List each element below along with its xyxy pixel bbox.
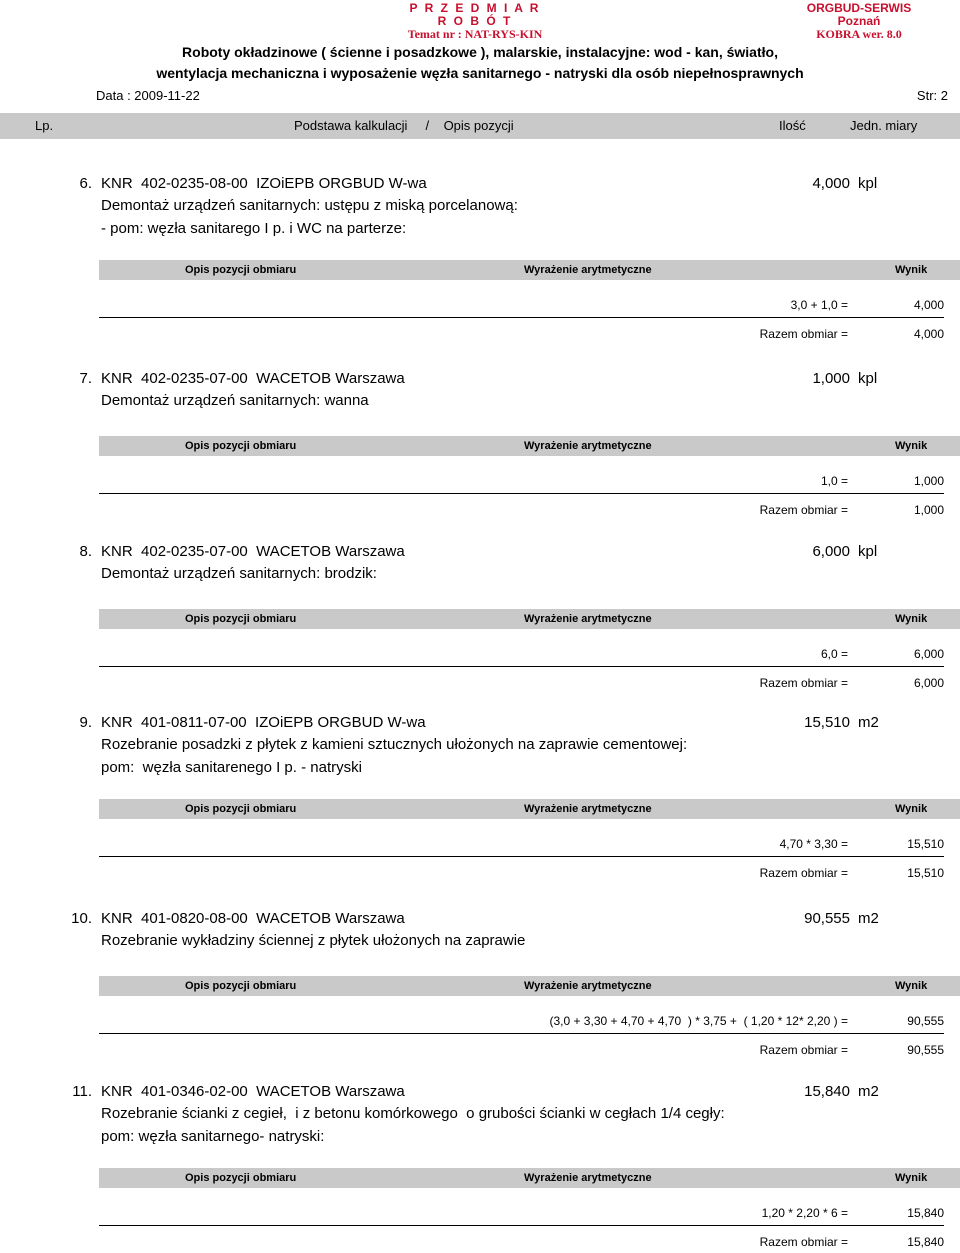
total-value: 6,000 bbox=[913, 676, 944, 690]
item-code: KNR 401-0346-02-00 WACETOB Warszawa bbox=[101, 1083, 405, 1100]
page-number: Str: 2 bbox=[916, 88, 948, 103]
measurement-expr-header: Wyrażenie arytmetyczne bbox=[524, 980, 652, 992]
item-unit: kpl bbox=[858, 543, 878, 560]
program-title: P R Z E D M I A R R O B Ó T bbox=[409, 1, 541, 28]
total-value: 90,555 bbox=[907, 1043, 944, 1057]
total-value: 15,840 bbox=[907, 1235, 944, 1249]
item-code: KNR 401-0820-08-00 WACETOB Warszawa bbox=[101, 910, 405, 927]
item-unit: m2 bbox=[858, 1083, 879, 1100]
item-quantity: 90,555 bbox=[804, 910, 850, 927]
measurement-result: 15,510 bbox=[907, 837, 944, 851]
measurement-expression: 1,20 * 2,20 * 6 = bbox=[761, 1206, 848, 1220]
measurement-expr-header: Wyrażenie arytmetyczne bbox=[524, 264, 652, 276]
measurement-result-header: Wynik bbox=[895, 264, 928, 276]
measurement-result-header: Wynik bbox=[895, 613, 928, 625]
measurement-expression: 4,70 * 3,30 = bbox=[779, 837, 848, 851]
total-divider bbox=[99, 1033, 944, 1034]
measurement-header bbox=[99, 799, 960, 819]
item-description: pom: węzła sanitarnego- natryski: bbox=[101, 1128, 325, 1145]
measurement-desc-header: Opis pozycji obmiaru bbox=[185, 264, 297, 276]
item-code: KNR 402-0235-07-00 WACETOB Warszawa bbox=[101, 543, 405, 560]
item-quantity: 15,840 bbox=[804, 1083, 850, 1100]
item-quantity: 6,000 bbox=[812, 543, 850, 560]
measurement-desc-header: Opis pozycji obmiaru bbox=[185, 440, 297, 452]
company-header bbox=[794, 2, 924, 41]
total-value: 1,000 bbox=[913, 503, 944, 517]
item-number: 6. bbox=[79, 175, 92, 192]
measurement-result: 6,000 bbox=[913, 647, 944, 661]
program-header bbox=[405, 2, 545, 41]
item-code: KNR 402-0235-07-00 WACETOB Warszawa bbox=[101, 370, 405, 387]
item-description: Rozebranie ścianki z cegieł, i z betonu komórkowego o grubości ścianki w cegłach 1/4 cegły: bbox=[101, 1105, 725, 1122]
measurement-desc-header: Opis pozycji obmiaru bbox=[185, 803, 297, 815]
total-label: Razem obmiar = bbox=[759, 866, 848, 880]
title-line-1: Roboty okładzinowe ( ścienne i posadzkowe ), malarskie, instalacyjne: wod - kan, światło, bbox=[182, 44, 778, 60]
measurement-header bbox=[99, 976, 960, 996]
col-qty: Ilość bbox=[779, 118, 806, 133]
total-value: 4,000 bbox=[913, 327, 944, 341]
measurement-result-header: Wynik bbox=[895, 440, 928, 452]
total-divider bbox=[99, 493, 944, 494]
title-line-2: wentylacja mechaniczna i wyposażenie węzła sanitarnego - natryski dla osób niepełnosprawnych bbox=[156, 65, 804, 81]
total-divider bbox=[99, 1225, 944, 1226]
total-label: Razem obmiar = bbox=[759, 676, 848, 690]
item-number: 7. bbox=[79, 370, 92, 387]
item-description: Demontaż urządzeń sanitarnych: brodzik: bbox=[101, 565, 377, 582]
column-header-bar bbox=[0, 113, 960, 139]
total-label: Razem obmiar = bbox=[759, 1235, 848, 1249]
item-unit: m2 bbox=[858, 910, 879, 927]
measurement-desc-header: Opis pozycji obmiaru bbox=[185, 613, 297, 625]
measurement-expr-header: Wyrażenie arytmetyczne bbox=[524, 613, 652, 625]
measurement-expr-header: Wyrażenie arytmetyczne bbox=[524, 803, 652, 815]
item-unit: m2 bbox=[858, 714, 879, 731]
item-unit: kpl bbox=[858, 175, 878, 192]
item-unit: kpl bbox=[858, 370, 878, 387]
measurement-expression: 6,0 = bbox=[820, 647, 848, 661]
measurement-header bbox=[99, 609, 960, 629]
total-divider bbox=[99, 317, 944, 318]
item-code: KNR 401-0811-07-00 IZOiEPB ORGBUD W-wa bbox=[101, 714, 426, 731]
measurement-result: 4,000 bbox=[913, 298, 944, 312]
total-divider bbox=[99, 856, 944, 857]
item-code: KNR 402-0235-08-00 IZOiEPB ORGBUD W-wa bbox=[101, 175, 427, 192]
measurement-header bbox=[99, 1168, 960, 1188]
col-unit: Jedn. miary bbox=[850, 118, 918, 133]
item-number: 8. bbox=[79, 543, 92, 560]
company-name: ORGBUD-SERWIS Poznań bbox=[806, 1, 912, 28]
item-number: 11. bbox=[72, 1083, 92, 1100]
document-date: Data : 2009-11-22 bbox=[96, 88, 200, 103]
col-lp: Lp. bbox=[35, 118, 54, 133]
measurement-expression: 1,0 = bbox=[820, 474, 848, 488]
measurement-result: 90,555 bbox=[907, 1014, 944, 1028]
measurement-result: 1,000 bbox=[913, 474, 944, 488]
measurement-header bbox=[99, 260, 960, 280]
measurement-expression: 3,0 + 1,0 = bbox=[790, 298, 848, 312]
item-quantity: 1,000 bbox=[812, 370, 850, 387]
measurement-desc-header: Opis pozycji obmiaru bbox=[185, 980, 297, 992]
item-quantity: 15,510 bbox=[804, 714, 850, 731]
total-value: 15,510 bbox=[907, 866, 944, 880]
measurement-result-header: Wynik bbox=[895, 803, 928, 815]
measurement-result: 15,840 bbox=[907, 1206, 944, 1220]
item-number: 9. bbox=[79, 714, 92, 731]
total-divider bbox=[99, 666, 944, 667]
measurement-expr-header: Wyrażenie arytmetyczne bbox=[524, 1172, 652, 1184]
estimate-number: Temat nr : NAT-RYS-KIN bbox=[407, 27, 543, 41]
measurement-header bbox=[99, 436, 960, 456]
measurement-result-header: Wynik bbox=[895, 980, 928, 992]
item-number: 10. bbox=[71, 910, 92, 927]
item-description: pom: węzła sanitarenego I p. - natryski bbox=[101, 759, 362, 776]
total-label: Razem obmiar = bbox=[759, 327, 848, 341]
item-description: Demontaż urządzeń sanitarnych: ustępu z miską porcelanową: bbox=[101, 197, 518, 214]
col-basis: Podstawa kalkulacji / Opis pozycji bbox=[294, 118, 514, 133]
item-description: Rozebranie wykładziny ściennej z płytek ułożonych na zaprawie bbox=[101, 932, 526, 949]
software-version: KOBRA wer. 8.0 bbox=[816, 27, 902, 41]
document-title bbox=[0, 42, 960, 84]
measurement-expr-header: Wyrażenie arytmetyczne bbox=[524, 440, 652, 452]
item-description: - pom: węzła sanitarego I p. i WC na parterze: bbox=[101, 220, 407, 237]
measurement-desc-header: Opis pozycji obmiaru bbox=[185, 1172, 297, 1184]
measurement-result-header: Wynik bbox=[895, 1172, 928, 1184]
item-description: Rozebranie posadzki z płytek z kamieni sztucznych ułożonych na zaprawie cementowej: bbox=[101, 736, 688, 753]
measurement-expression: (3,0 + 3,30 + 4,70 + 4,70 ) * 3,75 + ( 1,20 * 12* 2,20 ) = bbox=[549, 1014, 848, 1028]
total-label: Razem obmiar = bbox=[759, 503, 848, 517]
total-label: Razem obmiar = bbox=[759, 1043, 848, 1057]
item-description: Demontaż urządzeń sanitarnych: wanna bbox=[101, 392, 369, 409]
item-quantity: 4,000 bbox=[812, 175, 850, 192]
